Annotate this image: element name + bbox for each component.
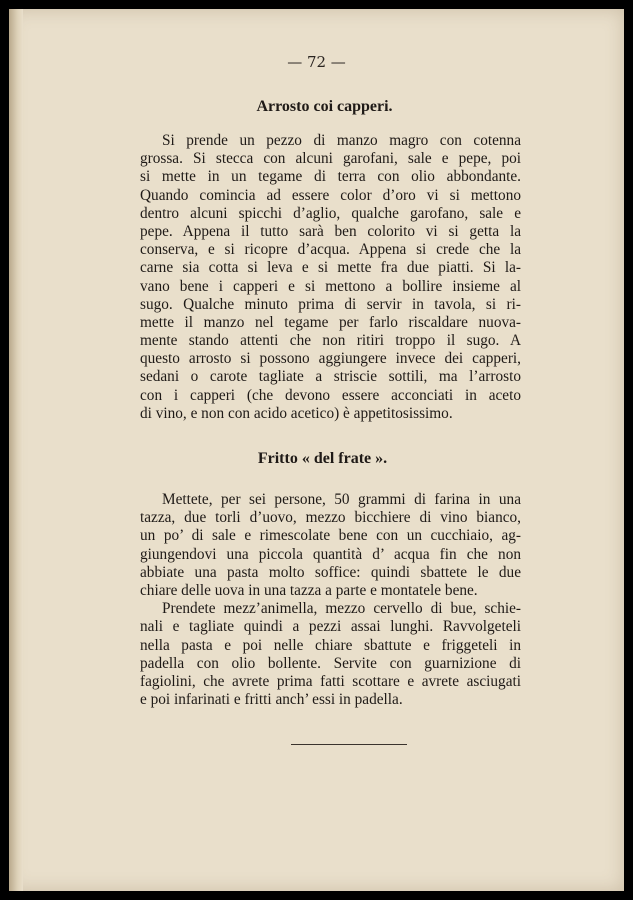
text-line: chiare delle uova in una tazza a parte e montatele bene. <box>140 581 478 599</box>
text-line: nali e tagliate quindi a pezzi assai lunghi. Ravvolgeteli <box>140 618 521 636</box>
book-page <box>9 9 624 891</box>
text-line: giungendovi una piccola quantità d’ acqua fin che non <box>140 545 521 563</box>
text-line: Si prende un pezzo di manzo magro con cotenna <box>162 132 521 149</box>
recipe-body-fritto <box>140 491 521 709</box>
text-line: padella con olio bollente. Servite con guarnizione di <box>140 654 521 672</box>
text-line: e poi infarinati e fritti anch’ essi in padella. <box>140 691 403 709</box>
text-line: di vino, e non con acido acetico) è appetitosissimo. <box>140 404 453 422</box>
text-line: grossa. Si stecca con alcuni garofani, sale e pepe, poi <box>140 150 521 168</box>
recipe-title-fritto: Fritto « del frate ». <box>257 450 388 467</box>
recipe-body-arrosto <box>140 132 521 423</box>
text-line: vano bene i capperi e si mettono a bollire insieme al <box>140 277 521 295</box>
text-line: con i capperi (che devono essere acconciati in aceto <box>140 386 521 404</box>
text-line: questo arrosto si possono aggiungere invece dei capperi, <box>140 350 521 368</box>
recipe-title-arrosto: Arrosto coi capperi. <box>256 98 393 115</box>
text-line: Mettete, per sei persone, 50 grammi di farina in una <box>162 491 521 508</box>
section-divider <box>291 744 407 745</box>
text-line: pepe. Appena il tutto sarà ben colorito vi si getta la <box>140 222 521 240</box>
page-number: — 72 — <box>287 53 346 71</box>
text-line: sedani o carote tagliate a striscie sottili, ma l’arrosto <box>140 368 521 386</box>
text-line: nella pasta e poi nelle chiare sbattute e friggeteli in <box>140 636 521 654</box>
text-line: mente stando attenti che non ritiri troppo il sugo. A <box>140 332 521 350</box>
text-line: carne sia cotta si leva e si mette fra due piatti. Si la- <box>140 259 521 277</box>
text-line: dentro alcuni spicchi d’aglio, qualche garofano, sale e <box>140 204 521 222</box>
text-line: sugo. Qualche minuto prima di servir in tavola, si ri- <box>140 295 521 313</box>
text-line: mette il manzo nel tegame per farlo riscaldare nuova- <box>140 313 521 331</box>
text-line: si mette in un tegame di terra con olio abbondante. <box>140 168 521 186</box>
text-line: abbiate una pasta molto soffice: quindi sbattete le due <box>140 563 521 581</box>
text-line: Quando comincia ad essere color d’oro vi si mettono <box>140 186 521 204</box>
text-line: Prendete mezz’animella, mezzo cervello di bue, schie- <box>162 600 521 618</box>
text-line: fagiolini, che avrete prima fatti scottare e avrete asciugati <box>140 672 521 690</box>
text-line: tazza, due torli d’uovo, mezzo bicchiere di vino bianco, <box>140 509 521 527</box>
text-line: conserva, e si ricopre d’acqua. Appena si crede che la <box>140 241 521 259</box>
text-line: un po’ di sale e rimescolate bene con un cucchiaio, ag- <box>140 527 521 545</box>
